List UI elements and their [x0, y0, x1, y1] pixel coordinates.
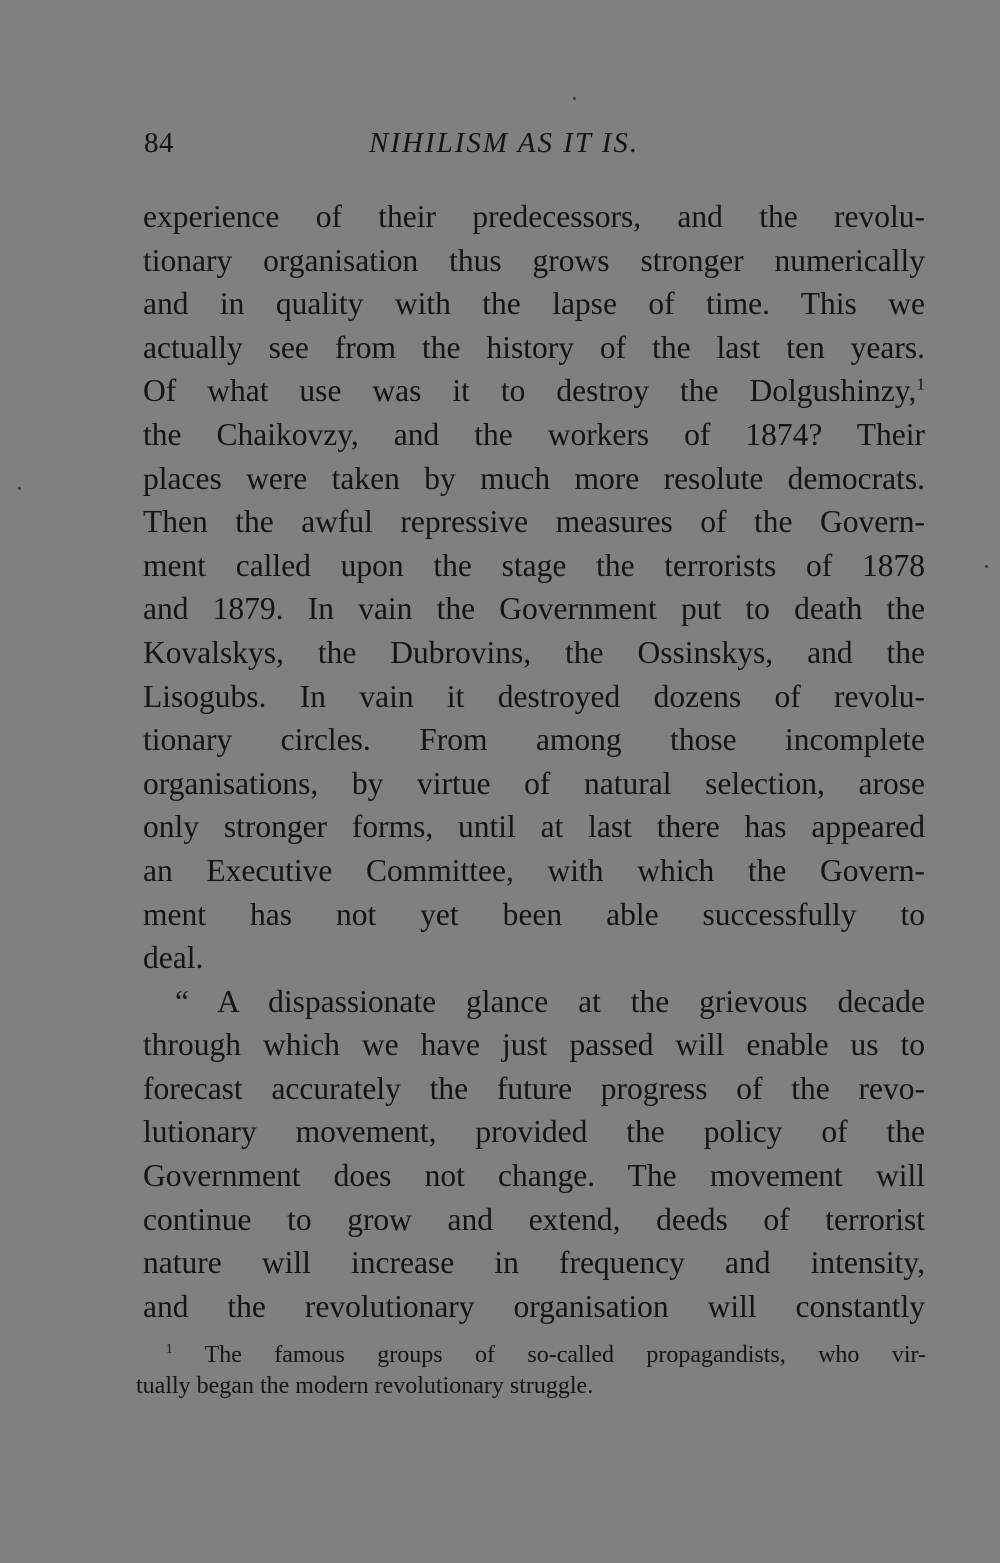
text-line: places were taken by much more resolute democrats.: [143, 460, 925, 496]
text-line: and the revolutionary organisation will constantly: [143, 1288, 925, 1324]
text-line: tionary organisation thus grows stronger numerically: [143, 242, 925, 278]
text-line: through which we have just passed will enable us to: [143, 1027, 925, 1063]
text-line: Kovalskys, the Dubrovins, the Ossinskys, and the: [143, 634, 925, 670]
text-line: organisations, by virtue of natural selection, arose: [143, 765, 925, 801]
text-line: continue to grow and extend, deeds of terrorist: [143, 1201, 925, 1237]
paragraph-start-line: “ A dispassionate glance at the grievous decade: [175, 983, 925, 1019]
scan-speck: [985, 565, 988, 568]
text-line: Lisogubs. In vain it destroyed dozens of revolu-: [143, 678, 925, 714]
running-head: [144, 127, 924, 167]
paragraph-end-line: deal.: [143, 940, 204, 976]
text-line: and in quality with the lapse of time. This we: [143, 286, 925, 322]
footnote-line: tually began the modern revolutionary struggle.: [136, 1373, 594, 1399]
running-title: NIHILISM AS IT IS.: [369, 127, 640, 159]
footnote-marker: 1: [166, 1341, 173, 1356]
text-line: Then the awful repressive measures of the Govern-: [143, 504, 925, 540]
page-number: 84: [144, 127, 174, 159]
text-line: tionary circles. From among those incomplete: [143, 722, 925, 758]
text-line: Government does not change. The movement will: [143, 1158, 925, 1194]
text-line: the Chaikovzy, and the workers of 1874? Their: [143, 416, 925, 452]
footnote-line: [136, 1340, 926, 1371]
text-line: experience of their predecessors, and the revolu-: [143, 199, 925, 234]
text-line: an Executive Committee, with which the Govern-: [143, 852, 925, 888]
text-line: forecast accurately the future progress of the revo-: [143, 1070, 925, 1106]
text-line: nature will increase in frequency and intensity,: [143, 1245, 925, 1281]
text-line: ment called upon the stage the terrorists of 1878: [143, 547, 925, 583]
scan-speck: [18, 487, 21, 490]
text-line-content: Of what use was it to destroy the Dolgushinzy,: [143, 373, 917, 409]
body-text: [143, 195, 925, 1328]
text-line: and 1879. In vain the Government put to death the: [143, 591, 925, 627]
scan-speck: [573, 97, 576, 100]
text-line: lutionary movement, provided the policy of the: [143, 1114, 925, 1150]
footnote: [136, 1340, 926, 1402]
text-line-with-footnote-ref: [143, 369, 925, 413]
text-line: ment has not yet been able successfully to: [143, 896, 925, 932]
text-line: actually see from the history of the last ten years.: [143, 329, 925, 365]
footnote-text: The famous groups of so-called propagandists, who vir-: [204, 1342, 926, 1368]
text-line: only stronger forms, until at last there has appeared: [143, 809, 925, 845]
footnote-reference: 1: [916, 374, 925, 394]
